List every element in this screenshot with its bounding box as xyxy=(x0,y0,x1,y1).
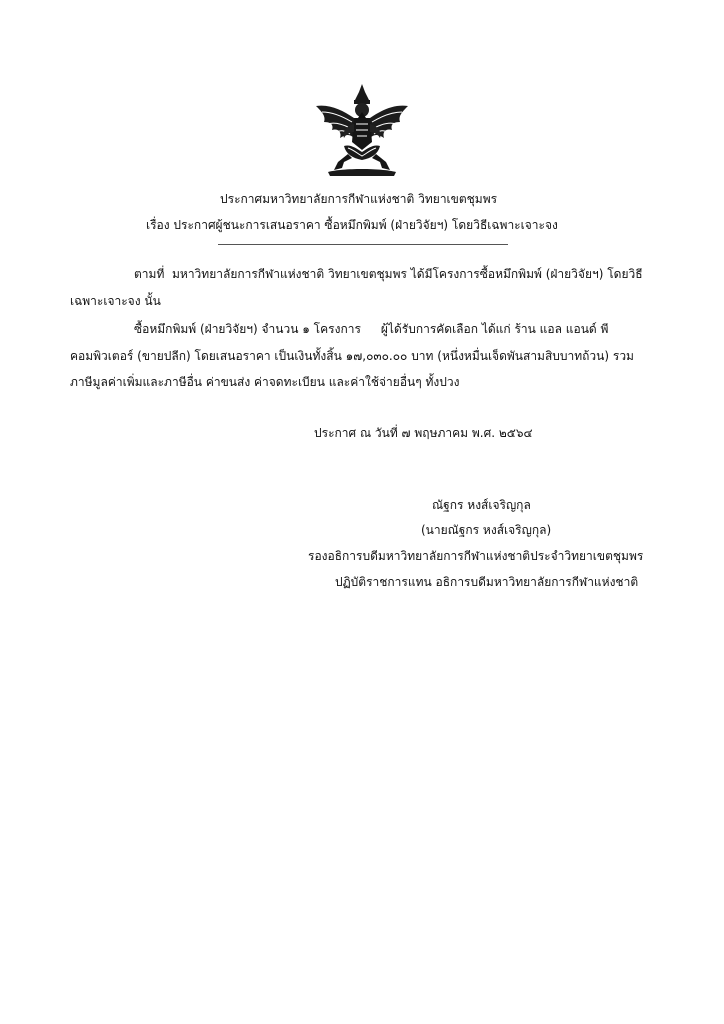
paragraph-2-winner: ผู้ได้รับการคัดเลือก ได้แก่ ร้าน แอล แอนด์ พี xyxy=(380,322,609,336)
paragraph-2-line-1 xyxy=(134,321,608,337)
paragraph-1-line-1 xyxy=(134,266,643,282)
paragraph-2-item: ซื้อหมึกพิมพ์ (ฝ่ายวิจัยฯ) จำนวน ๑ โครงการ xyxy=(134,322,361,336)
garuda-emblem-icon xyxy=(308,82,416,178)
signature-position-1: รองอธิการบดีมหาวิทยาลัยการกีฬาแห่งชาติประจำวิทยาเขตชุมพร xyxy=(308,549,644,563)
paragraph-2-line-3: ภาษีมูลค่าเพิ่มและภาษีอื่น ค่าขนส่ง ค่าจดทะเบียน และค่าใช้จ่ายอื่นๆ ทั้งปวง xyxy=(70,375,460,389)
paragraph-2-line-2: คอมพิวเตอร์ (ขายปลีก) โดยเสนอราคา เป็นเงินทั้งสิ้น ๑๗,๐๓๐.๐๐ บาท (หนึ่งหมื่นเจ็ดพันสามสิบบาทถ้วน) รวม xyxy=(70,349,634,363)
paragraph-1-text: มหาวิทยาลัยการกีฬาแห่งชาติ วิทยาเขตชุมพร ได้มีโครงการซื้อหมึกพิมพ์ (ฝ่ายวิจัยฯ) โดยวิธี xyxy=(172,267,643,281)
signature-full-name: (นายณัฐกร หงส์เจริญกุล) xyxy=(421,523,552,537)
announcement-date: ประกาศ ณ วันที่ ๗ พฤษภาคม พ.ศ. ๒๕๖๔ xyxy=(314,426,533,440)
document-subject: เรื่อง ประกาศผู้ชนะการเสนอราคา ซื้อหมึกพิมพ์ (ฝ่ายวิจัยฯ) โดยวิธีเฉพาะเจาะจง xyxy=(146,218,558,232)
paragraph-1-line-2: เฉพาะเจาะจง นั้น xyxy=(70,294,161,308)
signature-name: ณัฐกร หงส์เจริญกุล xyxy=(432,498,531,512)
document-title: ประกาศมหาวิทยาลัยการกีฬาแห่งชาติ วิทยาเขตชุมพร xyxy=(220,192,498,206)
signature-position-2: ปฏิบัติราชการแทน อธิการบดีมหาวิทยาลัยการกีฬาแห่งชาติ xyxy=(335,575,639,589)
paragraph-1-lead: ตามที่ xyxy=(134,267,165,281)
title-divider xyxy=(218,244,508,245)
